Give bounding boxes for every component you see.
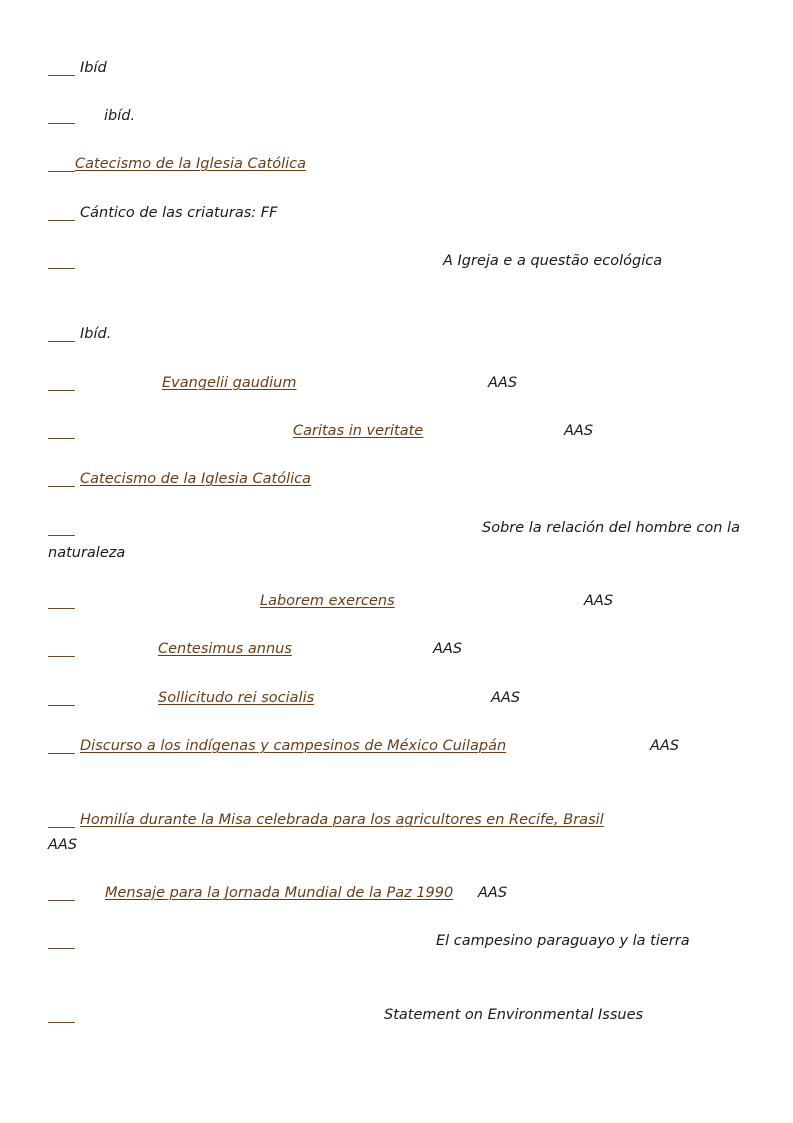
footnote-text: AAS xyxy=(433,641,463,657)
footnote-marker xyxy=(48,644,75,657)
footnote-link[interactable]: Laborem exercens xyxy=(260,593,395,609)
footnote-text: Ibíd xyxy=(80,60,107,76)
footnote-link[interactable]: Evangelii gaudium xyxy=(162,375,297,391)
footnote-marker xyxy=(48,378,75,391)
footnote-text: El campesino paraguayo y la tierra xyxy=(436,933,690,949)
footnote-text: Sobre la relación del hombre con la xyxy=(482,520,740,536)
footnote-text: AAS xyxy=(650,738,680,754)
footnote-link[interactable]: Centesimus annus xyxy=(158,641,292,657)
footnote-text: AAS xyxy=(491,690,521,706)
footnote-marker xyxy=(48,63,75,76)
footnote-marker xyxy=(48,596,75,609)
footnote-text: AAS xyxy=(488,375,518,391)
footnote-marker xyxy=(48,523,75,536)
footnote-link[interactable]: Homilía durante la Misa celebrada para los agricultores en Recife, Brasil xyxy=(80,812,604,828)
footnote-marker xyxy=(48,159,75,172)
footnote-marker xyxy=(48,111,75,124)
footnote-marker xyxy=(48,888,75,901)
footnote-marker xyxy=(48,208,75,221)
footnote-marker xyxy=(48,741,75,754)
footnote-text: naturaleza xyxy=(48,545,126,561)
footnote-marker xyxy=(48,936,75,949)
footnote-marker xyxy=(48,1010,75,1023)
footnote-link[interactable]: Sollicitudo rei socialis xyxy=(158,690,315,706)
footnote-link[interactable]: Discurso a los indígenas y campesinos de México Cuilapán xyxy=(80,738,507,754)
footnote-link[interactable]: Mensaje para la Jornada Mundial de la Paz 1990 xyxy=(105,885,454,901)
footnote-text: AAS xyxy=(478,885,508,901)
footnote-link[interactable]: Catecismo de la Iglesia Católica xyxy=(75,156,307,172)
footnote-marker xyxy=(48,693,75,706)
footnote-text: ibíd. xyxy=(104,108,136,124)
footnote-marker xyxy=(48,329,75,342)
footnote-marker xyxy=(48,426,75,439)
footnote-link[interactable]: Catecismo de la Iglesia Católica xyxy=(80,471,312,487)
footnote-marker xyxy=(48,815,75,828)
footnote-text: AAS xyxy=(584,593,614,609)
footnote-text: Statement on Environmental Issues xyxy=(384,1007,644,1023)
footnote-marker xyxy=(48,256,75,269)
footnote-text: Cántico de las criaturas: FF xyxy=(80,205,278,221)
footnote-text: A Igreja e a questão ecológica xyxy=(443,253,663,269)
footnote-link[interactable]: Caritas in veritate xyxy=(293,423,424,439)
footnote-text: Ibíd. xyxy=(80,326,112,342)
footnote-marker xyxy=(48,474,75,487)
footnote-text: AAS xyxy=(564,423,594,439)
footnote-text: AAS xyxy=(48,837,78,853)
